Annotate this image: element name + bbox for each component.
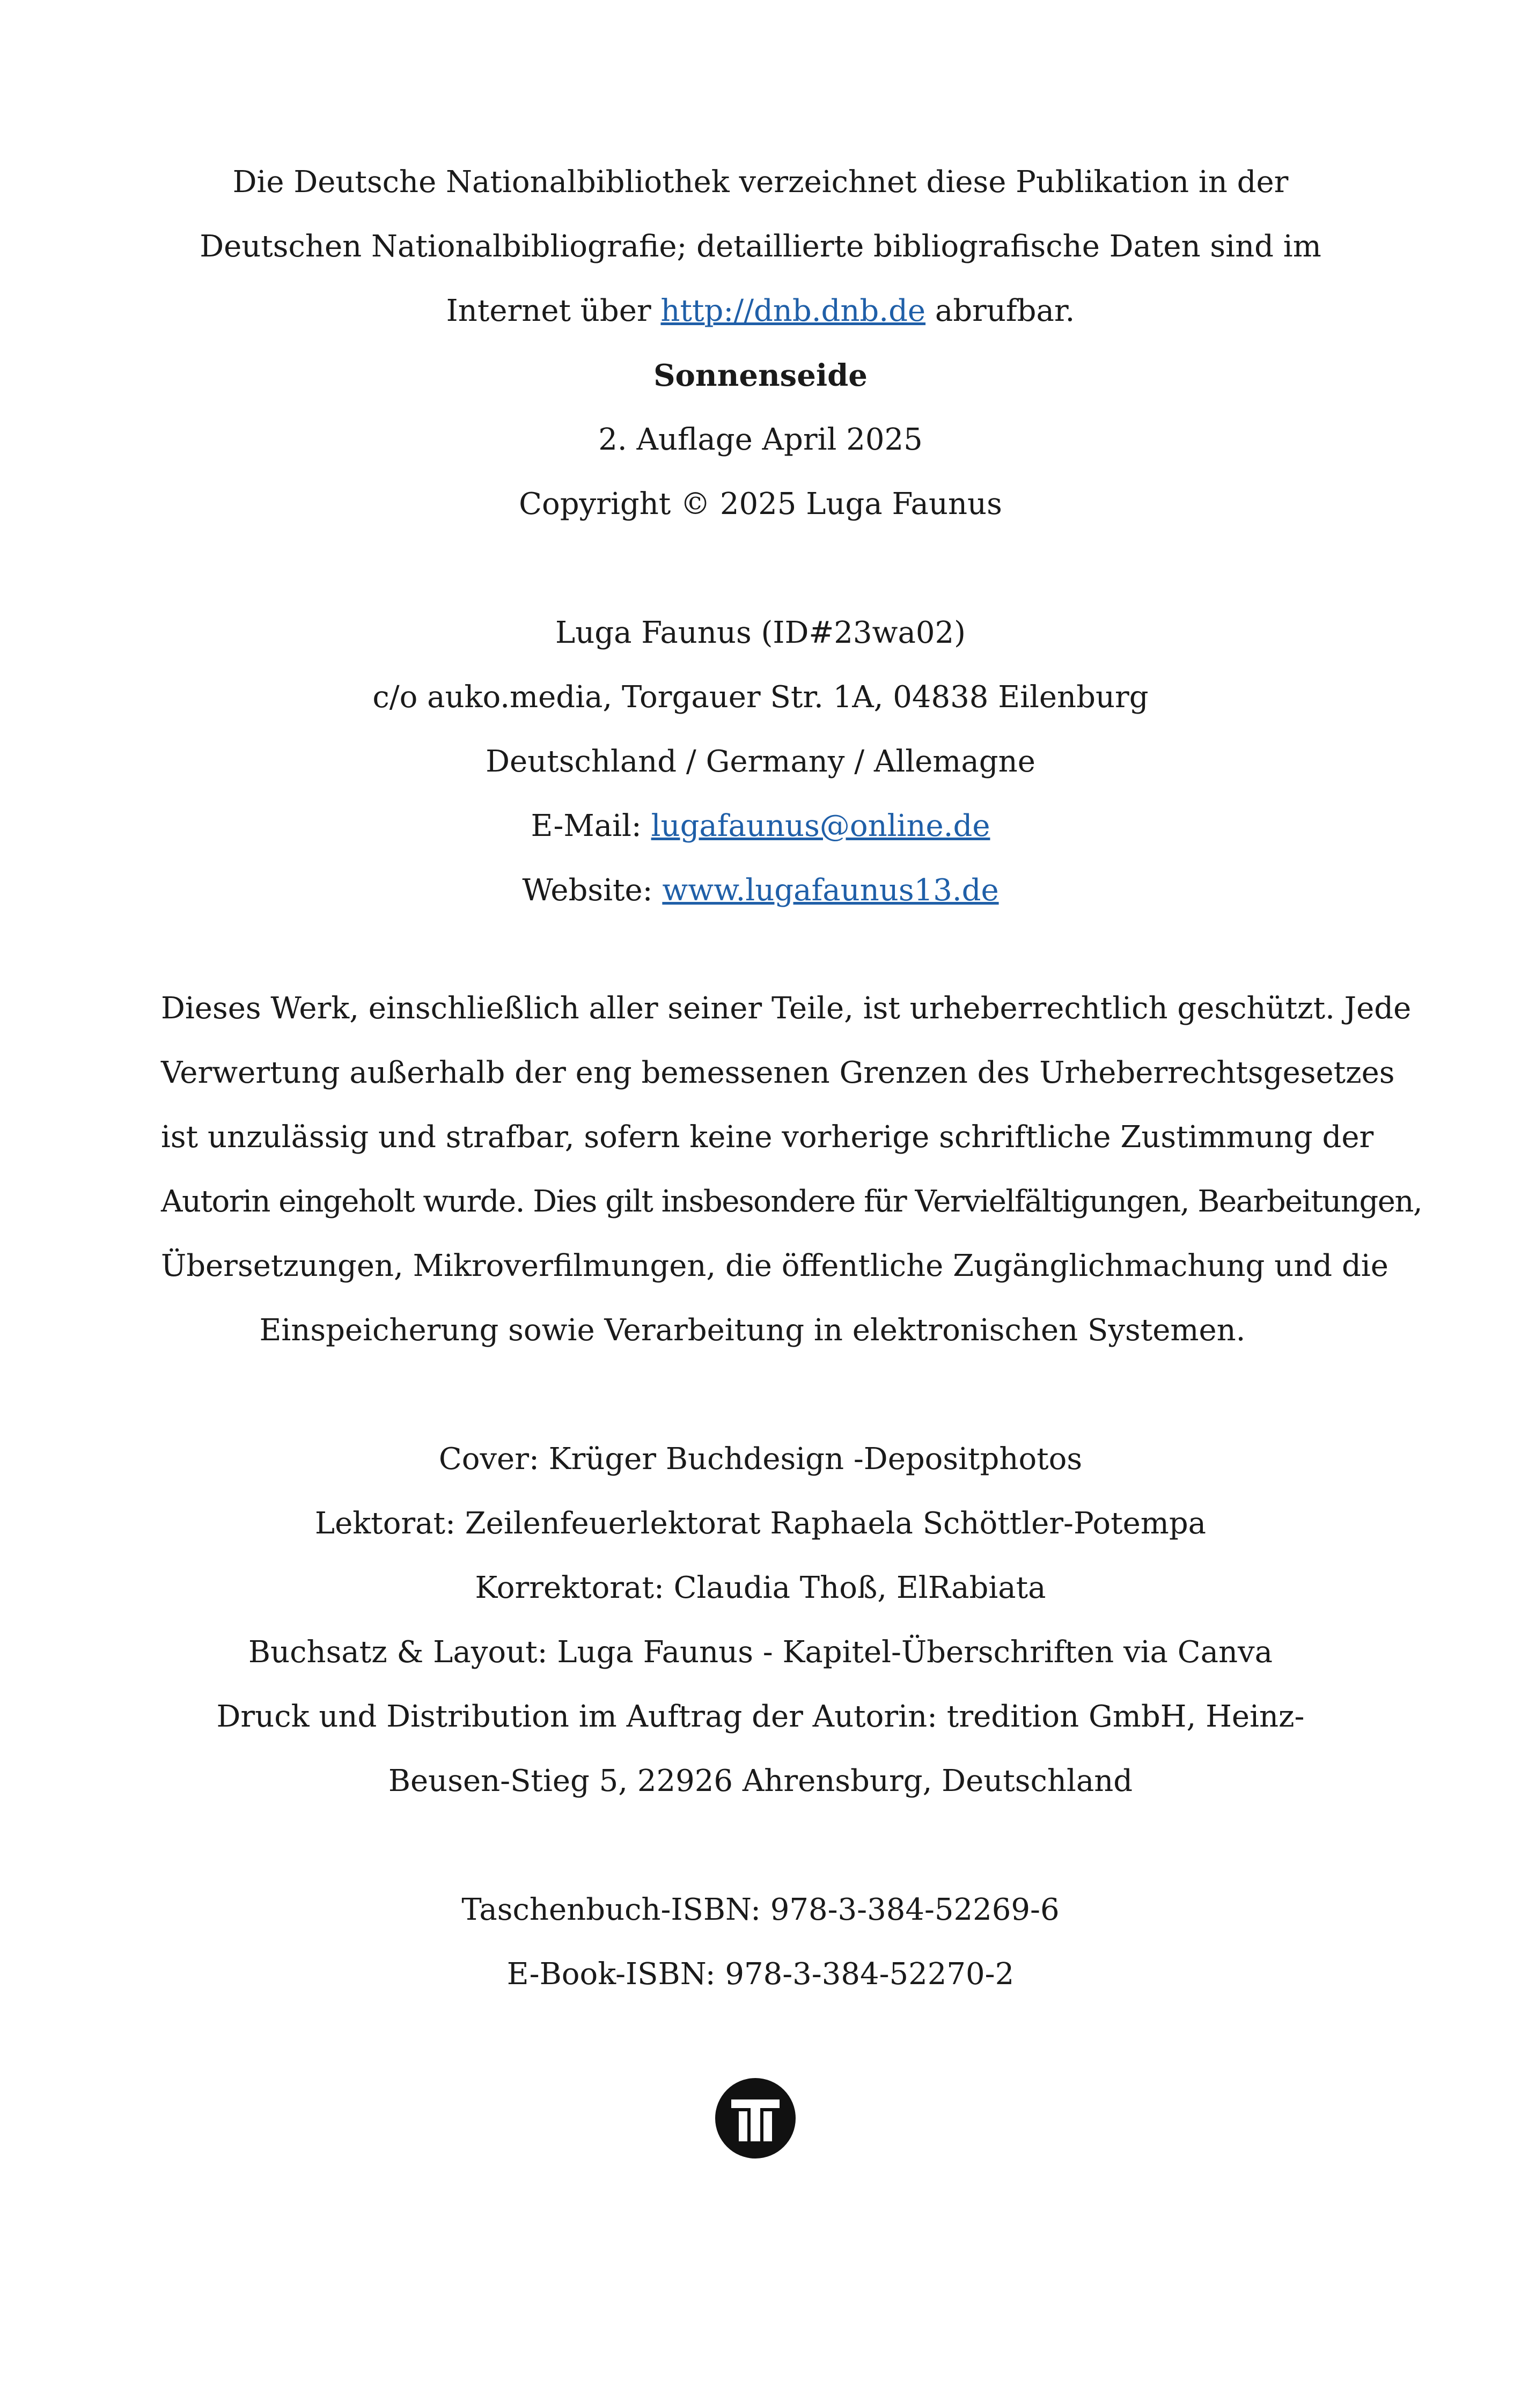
legal-notice (161, 977, 1422, 1363)
book-info (150, 343, 1371, 537)
legal-line: Dieses Werk, einschließlich aller seiner Teile, ist urheberrechtlich geschützt. Jede (161, 991, 1412, 1026)
legal-line: Einspeicherung sowie Verarbeitung in elektronischen Systemen. (259, 1313, 1246, 1348)
email-link[interactable]: lugafaunus@online.de (651, 809, 990, 843)
dnb-line-3-suffix: abrufbar. (925, 293, 1075, 328)
cover-credit: Cover: Krüger Buchdesign -Depositphotos (438, 1442, 1083, 1477)
dnb-notice (150, 150, 1371, 343)
print-credit-2: Beusen-Stieg 5, 22926 Ahrensburg, Deutschland (388, 1764, 1133, 1798)
legal-line: Autorin eingeholt wurde. Dies gilt insbesondere für Vervielfältigungen, Bearbeitungen, (161, 1184, 1422, 1219)
website-line (150, 858, 1371, 923)
website-link[interactable]: www.lugafaunus13.de (662, 873, 999, 908)
lektorat-credit: Lektorat: Zeilenfeuerlektorat Raphaela Schöttler-Potempa (314, 1506, 1207, 1541)
author-address: c/o auko.media, Torgauer Str. 1A, 04838 Eilenburg (372, 680, 1149, 715)
isbn-paperback: Taschenbuch-ISBN: 978-3-384-52269-6 (461, 1892, 1060, 1927)
credits (150, 1427, 1371, 1814)
email-label: E-Mail: (531, 809, 651, 843)
legal-line: Verwertung außerhalb der eng bemessenen Grenzen des Urheberrechtsgesetzes (161, 1055, 1395, 1090)
email-line (150, 794, 1371, 858)
dnb-line-3 (150, 279, 1371, 343)
dnb-line-2: Deutschen Nationalbibliografie; detaillierte bibliografische Daten sind im (200, 229, 1321, 264)
isbn-block (150, 1878, 1371, 2007)
tredition-logo-icon (715, 2078, 796, 2159)
layout-credit: Buchsatz & Layout: Luga Faunus - Kapitel-Überschriften via Canva (248, 1635, 1273, 1670)
edition: 2. Auflage April 2025 (598, 422, 923, 457)
korrektorat-credit: Korrektorat: Claudia Thoß, ElRabiata (475, 1570, 1046, 1605)
website-label: Website: (522, 873, 663, 908)
author-name: Luga Faunus (ID#23wa02) (555, 615, 966, 650)
print-credit-1: Druck und Distribution im Auftrag der Autorin: tredition GmbH, Heinz- (216, 1699, 1305, 1734)
contact-info (150, 601, 1371, 923)
legal-line: Übersetzungen, Mikroverfilmungen, die öffentliche Zugänglichmachung und die (161, 1249, 1388, 1283)
dnb-link[interactable]: http://dnb.dnb.de (660, 293, 926, 328)
book-title: Sonnenseide (653, 358, 868, 393)
dnb-line-3-prefix: Internet über (446, 293, 661, 328)
isbn-ebook: E-Book-ISBN: 978-3-384-52270-2 (506, 1957, 1015, 1992)
copyright: Copyright © 2025 Luga Faunus (519, 487, 1002, 522)
legal-line: ist unzulässig und strafbar, sofern keine vorherige schriftliche Zustimmung der (161, 1120, 1374, 1155)
author-country: Deutschland / Germany / Allemagne (486, 744, 1035, 779)
dnb-line-1: Die Deutsche Nationalbibliothek verzeichnet diese Publikation in der (232, 165, 1289, 200)
